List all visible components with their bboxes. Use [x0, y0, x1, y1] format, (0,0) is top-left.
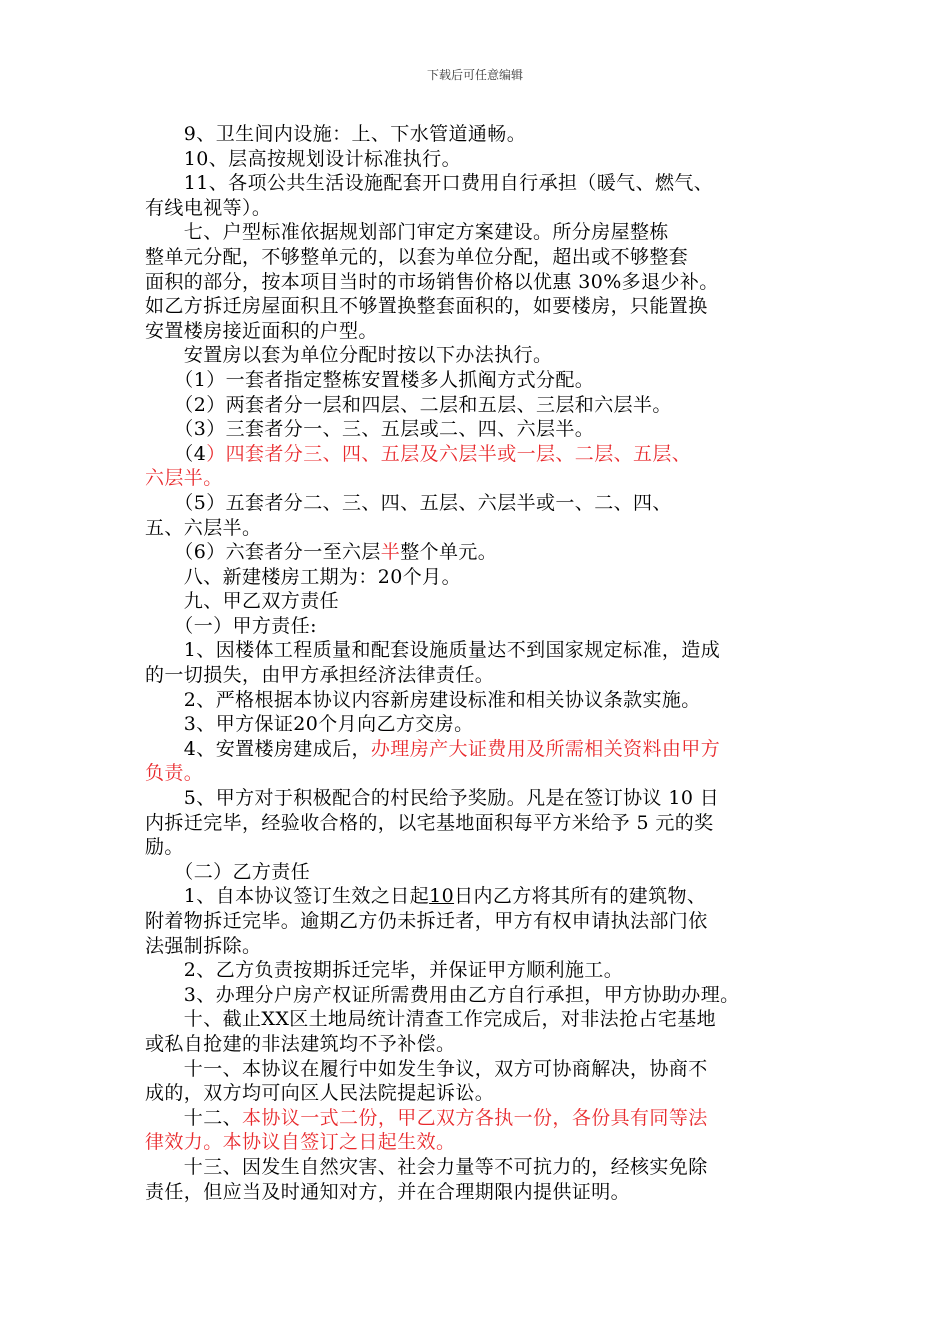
text-segment: 八、新建楼房工期为：20个月。 [145, 565, 461, 588]
text-segment: 励。 [145, 836, 184, 859]
highlighted-text: 律效力。本协议自签订之日起生效。 [145, 1131, 456, 1154]
text-line [145, 245, 815, 270]
text-segment: （一）甲方责任: [145, 614, 317, 637]
text-line [145, 712, 815, 737]
text-line [145, 343, 815, 368]
text-segment: 七、户型标准依据规划部门审定方案建设。所分房屋整栋 [145, 221, 669, 244]
text-segment: 或私自抢建的非法建筑均不予补偿。 [145, 1032, 456, 1055]
text-line [145, 516, 815, 541]
text-segment: 10、层高按规划设计标准执行。 [145, 147, 461, 170]
text-segment: 1、自本协议签订生效之日起 [145, 885, 430, 908]
text-segment: （1）一套者指定整栋安置楼多人抓阄方式分配。 [145, 368, 595, 391]
highlighted-text: ）四套者分三、四、五层及六层半或一层、二层、五层、 [206, 442, 692, 465]
text-segment: 11、各项公共生活设施配套开口费用自行承担（暖气、燃气、 [145, 172, 714, 195]
underlined-text: 10 [429, 885, 455, 908]
text-line [145, 737, 815, 762]
document-body [145, 122, 815, 1204]
text-segment: （5）五套者分二、三、四、五层、六层半或一、二、四、 [145, 491, 672, 514]
text-segment: （3）三套者分一、三、五层或二、四、六层半。 [145, 418, 595, 441]
highlighted-text: 本协议一式二份，甲乙双方各执一份，各份具有同等法 [242, 1106, 708, 1129]
text-line [145, 220, 815, 245]
text-segment: （二）乙方责任 [145, 860, 311, 883]
page-header: 下载后可任意编辑 [426, 68, 523, 82]
text-line [145, 983, 815, 1008]
text-line [145, 393, 815, 418]
text-segment: 2、严格根据本协议内容新房建设标准和相关协议条款实施。 [145, 688, 701, 711]
text-segment: 法强制拆除。 [145, 934, 262, 957]
text-line [145, 1032, 815, 1057]
text-segment: 责任，但应当及时通知对方，并在合理期限内提供证明。 [145, 1180, 631, 1203]
text-segment: 九、甲乙双方责任 [145, 590, 340, 613]
text-line [145, 934, 815, 959]
text-segment: 十一、本协议在履行中如发生争议，双方可协商解决，协商不 [145, 1057, 708, 1080]
text-segment: 3、甲方保证20个月向乙方交房。 [145, 713, 474, 736]
text-line [145, 417, 815, 442]
text-line [145, 442, 815, 467]
highlighted-text: 六层半。 [145, 467, 223, 490]
text-segment: 十、截止XX区土地局统计清查工作完成后，对非法抢占宅基地 [145, 1008, 717, 1031]
text-line [145, 368, 815, 393]
text-line [145, 909, 815, 934]
text-line [145, 958, 815, 983]
text-line [145, 860, 815, 885]
text-segment: 的一切损失，由甲方承担经济法律责任。 [145, 664, 495, 687]
text-line [145, 1130, 815, 1155]
text-line [145, 319, 815, 344]
text-segment: 2、乙方负责按期拆迁完毕，并保证甲方顺利施工。 [145, 959, 624, 982]
text-line [145, 614, 815, 639]
text-line [145, 786, 815, 811]
text-line [145, 1057, 815, 1082]
text-line [145, 466, 815, 491]
text-line [145, 835, 815, 860]
text-segment: 十三、因发生自然灾害、社会力量等不可抗力的，经核实免除 [145, 1155, 708, 1178]
text-segment: （2）两套者分一层和四层、二层和五层、三层和六层半。 [145, 393, 672, 416]
text-line [145, 811, 815, 836]
text-segment: （6）六套者分一至六层 [145, 541, 381, 564]
highlighted-text: 负责。 [145, 762, 204, 785]
text-line [145, 589, 815, 614]
text-line [145, 1007, 815, 1032]
text-line [145, 122, 815, 147]
text-segment: 9、卫生间内设施：上、下水管道通畅。 [145, 123, 527, 145]
text-line [145, 688, 815, 713]
text-line [145, 196, 815, 221]
text-line [145, 638, 815, 663]
text-line [145, 761, 815, 786]
highlighted-text: 办理房产大证费用及所需相关资料由甲方 [370, 737, 721, 760]
text-line [145, 663, 815, 688]
text-line [145, 294, 815, 319]
text-line [145, 491, 815, 516]
highlighted-text: 半 [380, 541, 401, 564]
text-segment: 3、办理分户房产权证所需费用由乙方自行承担，甲方协助办理。 [145, 983, 740, 1006]
text-segment: 日内乙方将其所有的建筑物、 [454, 885, 707, 908]
text-line [145, 1106, 815, 1131]
text-line [145, 147, 815, 172]
text-segment: 整单元分配，不够整单元的，以套为单位分配，超出或不够整套 [145, 245, 689, 268]
text-segment: 有线电视等）。 [145, 196, 272, 219]
text-line [145, 1155, 815, 1180]
text-segment: 1、因楼体工程质量和配套设施质量达不到国家规定标准，造成 [145, 639, 721, 662]
text-segment: （4 [145, 442, 207, 465]
text-segment: 安置房以套为单位分配时按以下办法执行。 [145, 344, 553, 367]
text-line [145, 565, 815, 590]
text-segment: 成的，双方均可向区人民法院提起诉讼。 [145, 1082, 495, 1105]
text-segment: 如乙方拆迁房屋面积且不够置换整套面积的，如要楼房，只能置换 [145, 295, 708, 318]
text-line [145, 540, 815, 565]
text-segment: 4、安置楼房建成后， [145, 737, 371, 760]
text-line [145, 1180, 815, 1205]
text-segment: 面积的部分，按本项目当时的市场销售价格以优惠 30%多退少补。 [145, 270, 719, 293]
text-segment: 五、六层半。 [145, 516, 262, 539]
text-line [145, 270, 815, 295]
text-segment: 十二、 [145, 1106, 243, 1129]
text-line [145, 171, 815, 196]
text-segment: 整个单元。 [400, 541, 498, 564]
text-line [145, 884, 815, 909]
text-segment: 内拆迁完毕，经验收合格的，以宅基地面积每平方米给予 5 元的奖 [145, 811, 714, 834]
text-segment: 附着物拆迁完毕。逾期乙方仍未拆迁者，甲方有权申请执法部门依 [145, 910, 708, 932]
text-line [145, 1081, 815, 1106]
text-segment: 5、甲方对于积极配合的村民给予奖励。凡是在签订协议 10 日 [145, 787, 720, 810]
text-segment: 安置楼房接近面积的户型。 [145, 319, 378, 342]
